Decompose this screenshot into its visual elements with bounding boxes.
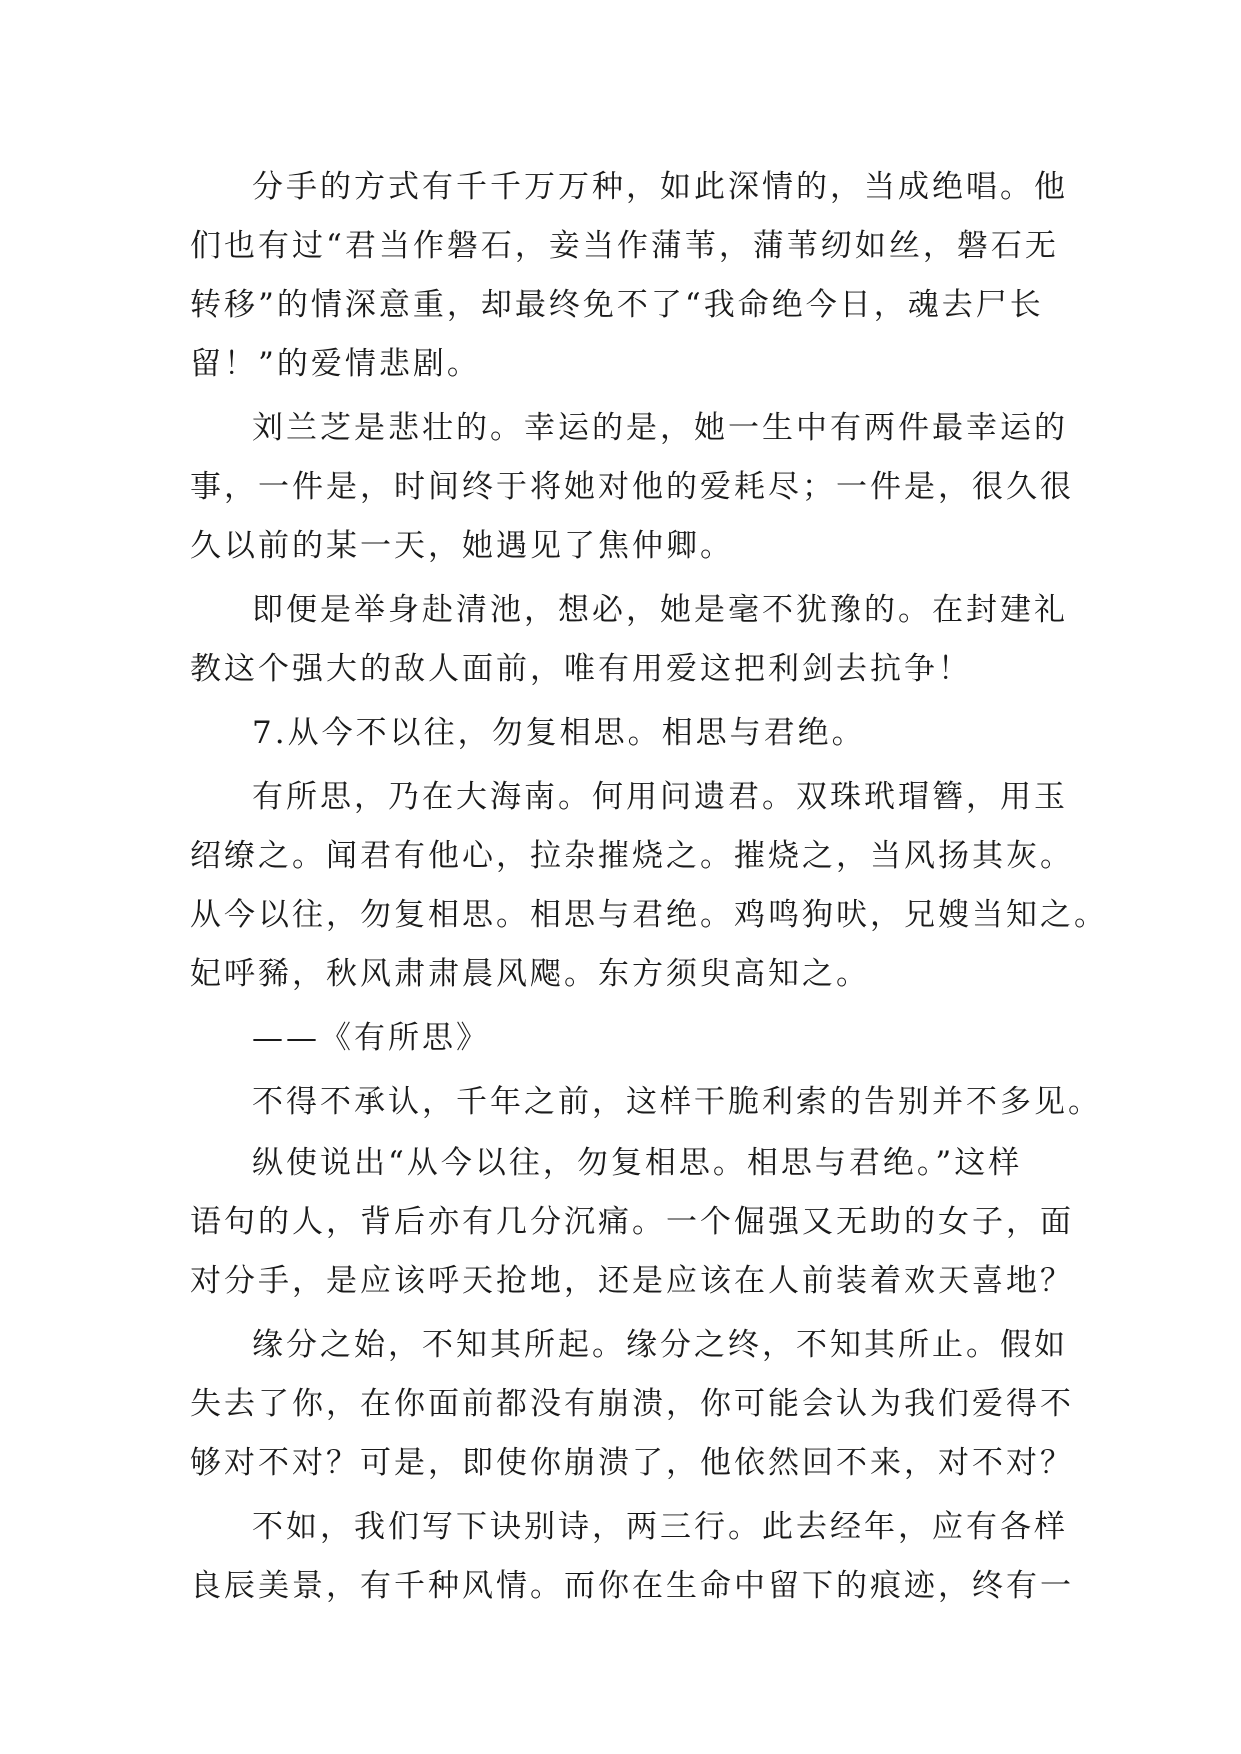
- text-line: 事，一件是，时间终于将她对他的爱耗尽；一件是，很久很: [190, 469, 1074, 505]
- text-line: 对分手，是应该呼天抢地，还是应该在人前装着欢天喜地？: [190, 1263, 1074, 1299]
- text-line: 失去了你，在你面前都没有崩溃，你可能会认为我们爱得不: [190, 1386, 1074, 1422]
- text-line: 缘分之始，不知其所起。缘分之终，不知其所止。假如: [252, 1327, 1068, 1363]
- text-line: 久以前的某一天，她遇见了焦仲卿。: [190, 528, 734, 564]
- text-line: 教这个强大的敌人面前，唯有用爱这把利剑去抗争！: [190, 651, 972, 687]
- text-line: 分手的方式有千千万万种，如此深情的，当成绝唱。他: [252, 169, 1068, 205]
- text-line: 够对不对？可是，即使你崩溃了，他依然回不来，对不对？: [190, 1445, 1074, 1481]
- paragraph: [190, 581, 1068, 699]
- text-line: 不得不承认，千年之前，这样干脆利索的告别并不多见。: [252, 1084, 1102, 1120]
- poem-paragraph: [190, 768, 1108, 1004]
- text-line: 从今以往，勿复相思。相思与君绝。鸡鸣狗吠，兄嫂当知之。: [190, 897, 1108, 933]
- text-line: 留！”的爱情悲剧。: [190, 346, 481, 382]
- text-line: 转移”的情深意重，却最终免不了“我命绝今日，魂去尸长: [190, 287, 1044, 323]
- paragraph: [190, 1316, 1074, 1493]
- text-line: 良辰美景，有千种风情。而你在生命中留下的痕迹，终有一: [190, 1568, 1074, 1604]
- text-line: 绍缭之。闻君有他心，拉杂摧烧之。摧烧之，当风扬其灰。: [190, 838, 1074, 874]
- poem-attribution: [190, 1009, 1050, 1068]
- text-line: 们也有过“君当作磐石，妾当作蒲苇，蒲苇纫如丝，磐石无: [190, 228, 1059, 264]
- text-line: ——《有所思》: [252, 1020, 490, 1056]
- paragraph: [190, 399, 1074, 576]
- text-line: 7.从今不以往，勿复相思。相思与君绝。: [252, 715, 866, 751]
- paragraph: [190, 1498, 1074, 1616]
- paragraph: [190, 1073, 1102, 1132]
- document-body: [190, 158, 1108, 1621]
- text-line: 不如，我们写下诀别诗，两三行。此去经年，应有各样: [252, 1509, 1068, 1545]
- text-line: 有所思，乃在大海南。何用问遗君。双珠玳瑁簪，用玉: [252, 779, 1068, 815]
- text-line: 即便是举身赴清池，想必，她是毫不犹豫的。在封建礼: [252, 592, 1068, 628]
- paragraph: [190, 1134, 1074, 1311]
- paragraph: [190, 158, 1068, 394]
- text-line: 妃呼豨，秋风肃肃晨风飔。东方须臾高知之。: [190, 956, 870, 992]
- text-line: 纵使说出“从今以往，勿复相思。相思与君绝。”这样: [252, 1145, 1023, 1181]
- section-heading: [190, 704, 1050, 763]
- text-line: 语句的人，背后亦有几分沉痛。一个倔强又无助的女子，面: [190, 1204, 1074, 1240]
- text-line: 刘兰芝是悲壮的。幸运的是，她一生中有两件最幸运的: [252, 410, 1068, 446]
